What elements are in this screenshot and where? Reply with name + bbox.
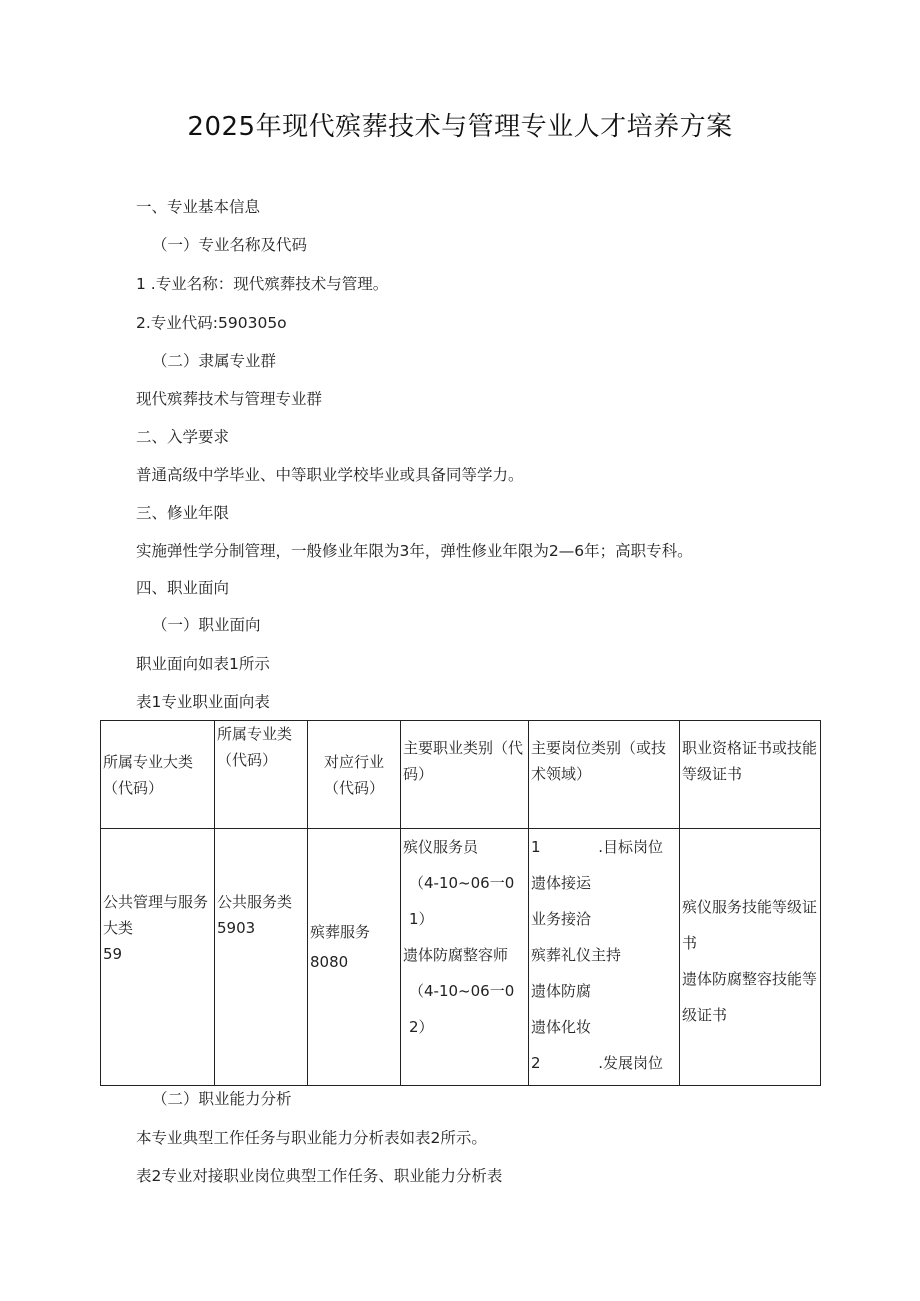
major-code-line: 2.专业代码:590305o	[136, 314, 287, 332]
section-1-heading: 一、专业基本信息	[136, 198, 261, 216]
table-cell: 殡仪服务员 （4-10~06一01） 遗体防腐整容师 （4-10~06一02）	[401, 829, 529, 1086]
duration-text: 实施弹性学分制管理，一般修业年限为3年，弹性修业年限为2—6年；高职专科。	[136, 542, 693, 560]
major-name-line: 1 .专业名称：现代殡葬技术与管理。	[136, 275, 389, 293]
ability-analysis-text: 本专业典型工作任务与职业能力分析表如表2所示。	[136, 1129, 487, 1147]
header-cell: 所属专业大类（代码）	[101, 721, 215, 829]
table-cell: 1 .目标岗位 遗体接运 业务接洽 殡葬礼仪主持 遗体防腐 遗体化妆 2 .发展岗位	[529, 829, 680, 1086]
table-header-row	[101, 721, 821, 829]
table-cell: 殡仪服务技能等级证书 遗体防腐整容技能等级证书	[680, 829, 821, 1086]
career-orientation-table	[100, 720, 821, 1086]
career-orientation-text: 职业面向如表1所示	[136, 655, 270, 673]
table-row	[101, 829, 821, 1086]
section-4-1-heading: （一）职业面向	[152, 616, 261, 634]
major-group-line: 现代殡葬技术与管理专业群	[136, 390, 323, 408]
section-2-heading: 二、入学要求	[136, 428, 230, 446]
header-cell: 对应行业（代码）	[308, 721, 401, 829]
section-1-2-heading: （二）隶属专业群	[152, 352, 277, 370]
header-cell: 主要岗位类别（或技术领域）	[529, 721, 680, 829]
admission-text: 普通高级中学毕业、中等职业学校毕业或具备同等学力。	[136, 466, 524, 484]
header-cell: 职业资格证书或技能等级证书	[680, 721, 821, 829]
header-cell: 主要职业类别（代码）	[401, 721, 529, 829]
table2-caption: 表2专业对接职业岗位典型工作任务、职业能力分析表	[136, 1167, 503, 1185]
section-1-1-heading: （一）专业名称及代码	[152, 236, 308, 254]
section-4-heading: 四、职业面向	[136, 579, 230, 597]
table-cell: 公共管理与服务大类 59	[101, 829, 215, 1086]
document-title: 2025年现代殡葬技术与管理专业人才培养方案	[187, 112, 733, 142]
section-3-heading: 三、修业年限	[136, 504, 230, 522]
header-cell: 所属专业类（代码）	[215, 721, 308, 829]
section-4-2-heading: （二）职业能力分析	[152, 1090, 292, 1108]
table-cell: 公共服务类 5903	[215, 829, 308, 1086]
table-cell: 殡葬服务 8080	[308, 829, 401, 1086]
table1-caption: 表1专业职业面向表	[136, 693, 270, 711]
